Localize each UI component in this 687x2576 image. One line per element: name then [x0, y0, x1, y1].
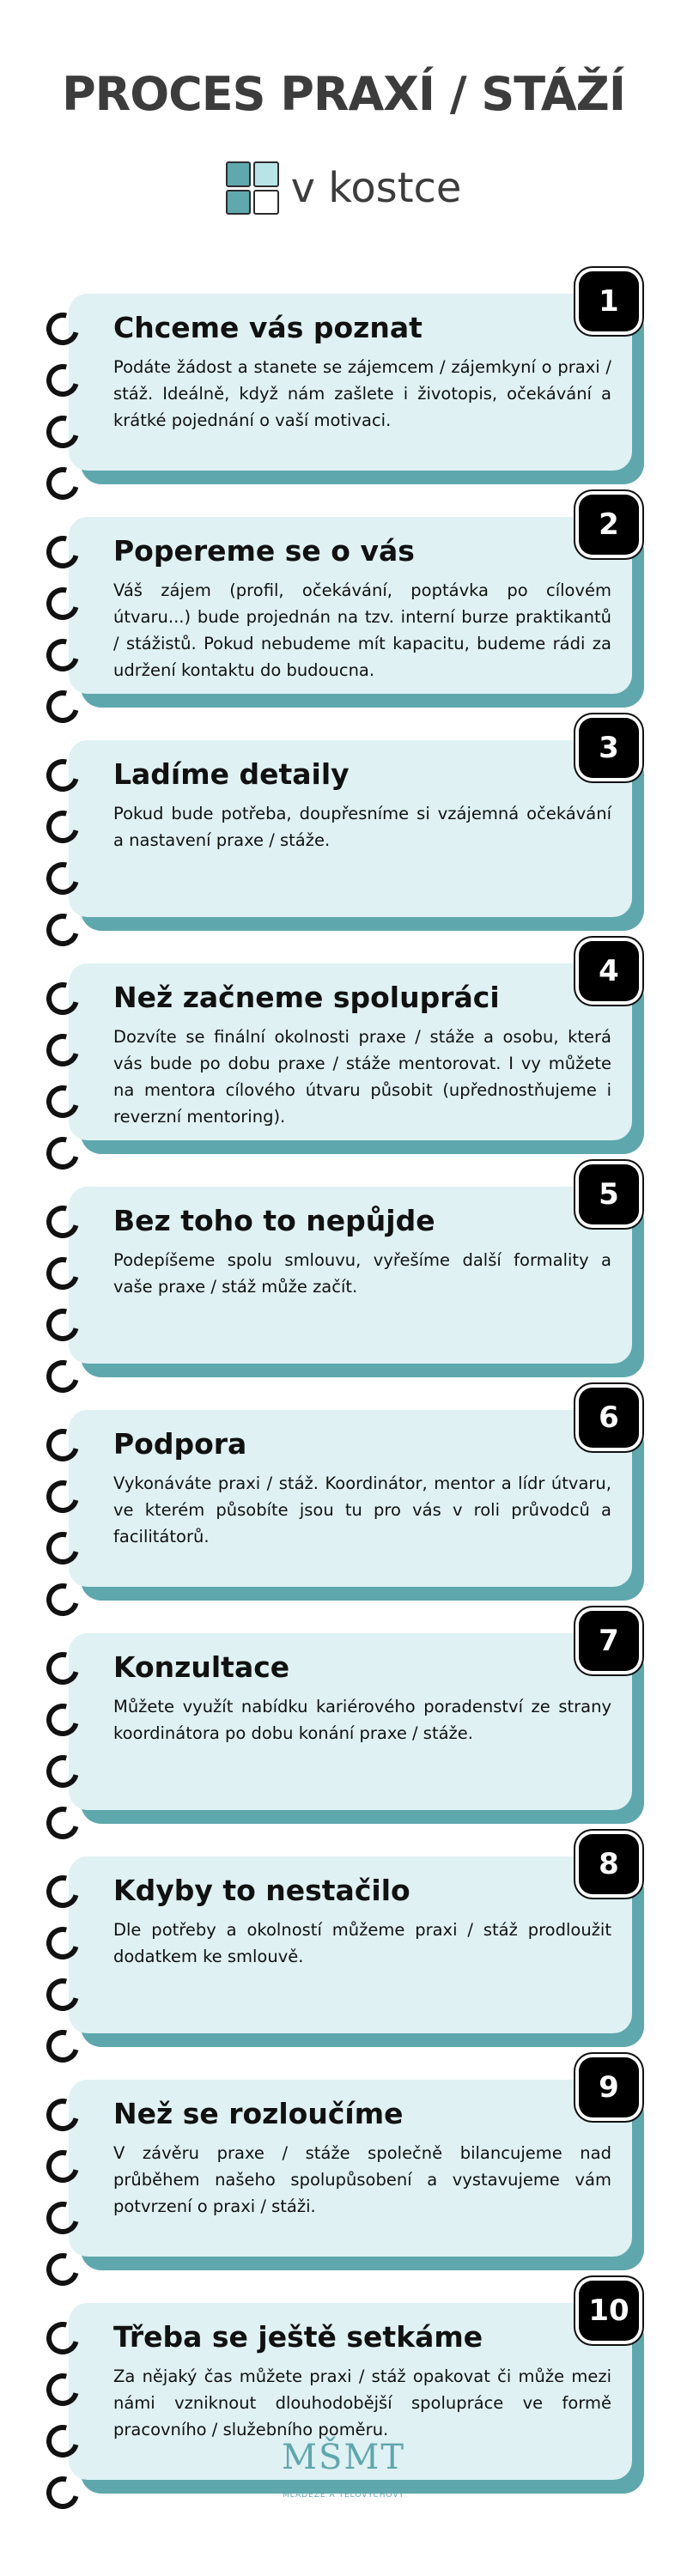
spiral-ring-icon	[40, 1921, 85, 1965]
page-subtitle: v kostce	[290, 164, 462, 212]
step-card	[69, 2070, 635, 2262]
spiral-ring-icon	[40, 2093, 85, 2137]
step-title: Ladíme detaily	[113, 757, 350, 791]
spiral-ring-icon	[40, 1577, 85, 1622]
step-card	[69, 731, 635, 922]
step-number-badge: 8	[579, 1834, 639, 1894]
spiral-binding	[46, 1875, 89, 2081]
spiral-binding	[46, 536, 89, 742]
spiral-ring-icon	[40, 1801, 85, 1845]
spiral-ring-icon	[40, 1423, 85, 1467]
step-number-badge: 9	[579, 2057, 639, 2117]
spiral-ring-icon	[40, 358, 85, 403]
spiral-ring-icon	[40, 1972, 85, 2017]
spiral-ring-icon	[40, 410, 85, 454]
step-title: Bez toho to nepůjde	[113, 1204, 435, 1237]
step-number-badge: 5	[579, 1164, 639, 1224]
spiral-ring-icon	[40, 753, 85, 798]
step-number-badge: 6	[579, 1388, 639, 1448]
spiral-ring-icon	[40, 633, 85, 677]
spiral-ring-icon	[40, 461, 85, 506]
spiral-ring-icon	[40, 2196, 85, 2240]
ministry-logo-mark: MŠMT	[282, 2438, 405, 2477]
spiral-ring-icon	[40, 1646, 85, 1691]
spiral-ring-icon	[40, 1749, 85, 1794]
spiral-binding	[46, 2099, 89, 2305]
spiral-ring-icon	[40, 1354, 85, 1399]
spiral-binding	[46, 1206, 89, 1412]
step-number-badge: 7	[579, 1611, 639, 1671]
spiral-ring-icon	[40, 530, 85, 574]
ministry-logo-line2: MLÁDEŽE A TĚLOVÝCHOVY	[282, 2491, 405, 2500]
card-face	[69, 731, 632, 917]
spiral-ring-icon	[40, 976, 85, 1021]
step-title: Kdyby to nestačilo	[113, 1874, 410, 1907]
card-face	[69, 284, 632, 471]
step-card	[69, 1177, 635, 1369]
step-description: Podepíšeme spolu smlouvu, vyřešíme další formality a vaše praxe / stáž může začít.	[113, 1250, 611, 1297]
spiral-ring-icon	[40, 805, 85, 849]
spiral-ring-icon	[40, 1079, 85, 1124]
spiral-ring-icon	[40, 1698, 85, 1742]
spiral-ring-icon	[40, 2247, 85, 2292]
subtitle-row	[0, 161, 687, 215]
card-face	[69, 1847, 632, 2033]
ministry-logo-line1: MINISTERSTVO ŠKOLSTVÍ,	[272, 2480, 415, 2491]
step-description: V závěru praxe / stáže společně bilancujeme nad průběhem našeho spolupůsobení a vystavujeme vám potvrzení o praxi / stáži.	[113, 2143, 611, 2216]
spiral-binding	[46, 759, 89, 965]
spiral-ring-icon	[40, 581, 85, 626]
step-title: Chceme vás poznat	[113, 311, 423, 344]
step-title: Třeba se ještě setkáme	[113, 2320, 483, 2354]
spiral-binding	[46, 1652, 89, 1858]
step-title: Konzultace	[113, 1650, 290, 1684]
spiral-ring-icon	[40, 856, 85, 901]
spiral-ring-icon	[40, 1526, 85, 1571]
spiral-ring-icon	[40, 1869, 85, 1914]
spiral-binding	[46, 982, 89, 1188]
card-face	[69, 1177, 632, 1364]
ministry-logo	[0, 2439, 687, 2500]
spiral-ring-icon	[40, 1303, 85, 1347]
spiral-ring-icon	[40, 1200, 85, 1244]
four-squares-grid-icon	[226, 161, 279, 215]
step-description: Váš zájem (profil, očekávání, poptávka po cílovém útvaru...) bude projednán na tzv. interní burze praktikantů / stážistů. Pokud nebudeme mít kapacitu, budeme rádi za udržení kontaktu do budoucna.	[113, 580, 611, 680]
step-description: Za nějaký čas můžete praxi / stáž opakovat či může mezi námi vzniknout dlouhodobější spolupráce ve formě pracovního / služebního poměru.	[113, 2366, 611, 2439]
spiral-ring-icon	[40, 1251, 85, 1296]
step-description: Podáte žádost a stanete se zájemcem / zájemkyní o praxi / stáž. Ideálně, když nám zašlete i životopis, očekávání a krátké pojednání o vaší motivaci.	[113, 357, 611, 430]
step-description: Vykonáváte praxi / stáž. Koordinátor, mentor a lídr útvaru, ve kterém působíte jsou tu pro vás v roli průvodců a facilitátorů.	[113, 1473, 611, 1546]
step-title: Než se rozloučíme	[113, 2097, 404, 2130]
step-card	[69, 1624, 635, 1815]
spiral-ring-icon	[40, 1028, 85, 1072]
step-number-badge: 2	[579, 495, 639, 555]
spiral-ring-icon	[40, 908, 85, 952]
step-title: Než začneme spolupráci	[113, 981, 500, 1014]
spiral-ring-icon	[40, 2144, 85, 2189]
spiral-ring-icon	[40, 2024, 85, 2069]
card-face	[69, 954, 632, 1140]
step-description: Můžete využít nabídku kariérového poradenství ze strany koordinátora po dobu konání praxe / stáže.	[113, 1697, 611, 1743]
page-title: PROCES PRAXÍ / STÁŽÍ	[62, 67, 625, 121]
card-face	[69, 1624, 632, 1810]
step-description: Dle potřeby a okolností můžeme praxi / stáž prodloužit dodatkem ke smlouvě.	[113, 1920, 611, 1966]
step-number-badge: 1	[579, 271, 639, 331]
step-card	[69, 954, 635, 1145]
spiral-binding	[46, 1429, 89, 1635]
step-card	[69, 507, 635, 699]
step-number-badge: 10	[579, 2281, 639, 2341]
step-card	[69, 1400, 635, 1592]
spiral-ring-icon	[40, 2316, 85, 2360]
step-description: Pokud bude potřeba, doupřesníme si vzájemná očekávání a nastavení praxe / stáže.	[113, 804, 611, 850]
step-title: Podpora	[113, 1427, 247, 1461]
step-title: Popereme se o vás	[113, 534, 415, 568]
spiral-binding	[46, 313, 89, 519]
card-face	[69, 1400, 632, 1587]
step-card	[69, 1847, 635, 2038]
card-face	[69, 2070, 632, 2257]
spiral-ring-icon	[40, 1131, 85, 1176]
step-number-badge: 3	[579, 718, 639, 778]
spiral-ring-icon	[40, 307, 85, 351]
spiral-ring-icon	[40, 684, 85, 729]
step-number-badge: 4	[579, 941, 639, 1001]
spiral-ring-icon	[40, 1474, 85, 1519]
card-face	[69, 507, 632, 694]
step-card	[69, 284, 635, 476]
spiral-ring-icon	[40, 2367, 85, 2412]
step-description: Dozvíte se finální okolnosti praxe / stáže a osobu, která vás bude po dobu praxe / stáže mentorovat. I vy můžete na mentora cílového útvaru působit (upřednostňujeme i reverzní mentoring).	[113, 1027, 611, 1127]
